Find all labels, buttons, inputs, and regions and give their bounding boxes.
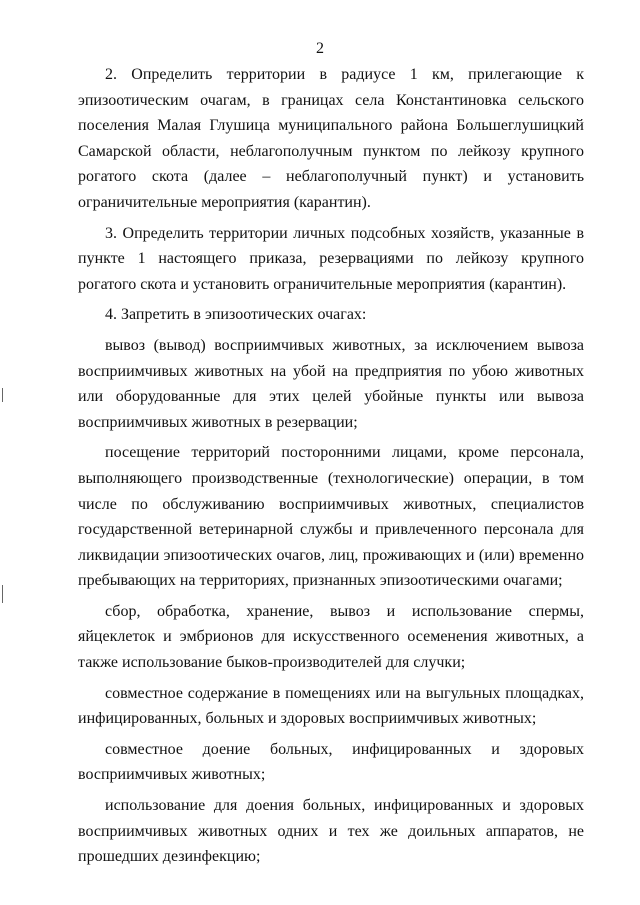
prohibition-joint-milking: совместное доение больных, инфицированных и здоровых восприимчивых животных; <box>78 740 584 784</box>
document-body <box>78 62 584 875</box>
scan-edge-mark <box>2 585 3 603</box>
prohibition-semen-collection: сбор, обработка, хранение, вывоз и использование спермы, яйцеклеток и эмбрионов для искусственного осеменения животных, а также использование быков-производителей для случки; <box>78 602 584 672</box>
scan-edge-mark <box>2 388 3 402</box>
paragraph-item-3: 3. Определить территории личных подсобных хозяйств, указанные в пункте 1 настоящего приказа, резервациями по лейкозу крупного рогатого скота и установить ограничительные мероприятия (карантин). <box>78 224 584 293</box>
prohibition-milking-equipment: использование для доения больных, инфицированных и здоровых восприимчивых животных одних и тех же доильных аппаратов, не прошедших дезинфекцию; <box>78 797 584 866</box>
page-number: 2 <box>316 40 324 57</box>
prohibition-removal: вывоз (вывод) восприимчивых животных, за исключением вывоза восприимчивых животных на убой на предприятия по убою животных или оборудованные для этих целей убойные пункты или вывоза восприимчивых животных в резервации; <box>78 336 584 431</box>
paragraph-item-4-heading: 4. Запретить в эпизоотических очагах: <box>105 306 367 324</box>
paragraph-item-2: 2. Определить территории в радиусе 1 км, прилегающие к эпизоотическим очагам, в границах села Константиновка сельского поселения Малая Глушица муниципального района Большеглушицкий Самарской области, неблагополучным пунктом по лейкозу крупного рогатого скота (далее – неблагополучный пункт) и установить ограничительные мероприятия (карантин). <box>78 66 584 211</box>
prohibition-visiting: посещение территорий посторонними лицами, кроме персонала, выполняющего производственные (технологические) операции, в том числе по обслуживанию восприимчивых животных, специалистов государственной ветеринарной службы и привлеченного персонала для ликвидации эпизоотических очагов, лиц, проживающих и (или) временно пребывающих на территориях, признанных эпизоотическими очагами; <box>78 444 584 590</box>
prohibition-joint-keeping: совместное содержание в помещениях или на выгульных площадках, инфицированных, больных и здоровых восприимчивых животных; <box>78 684 584 728</box>
